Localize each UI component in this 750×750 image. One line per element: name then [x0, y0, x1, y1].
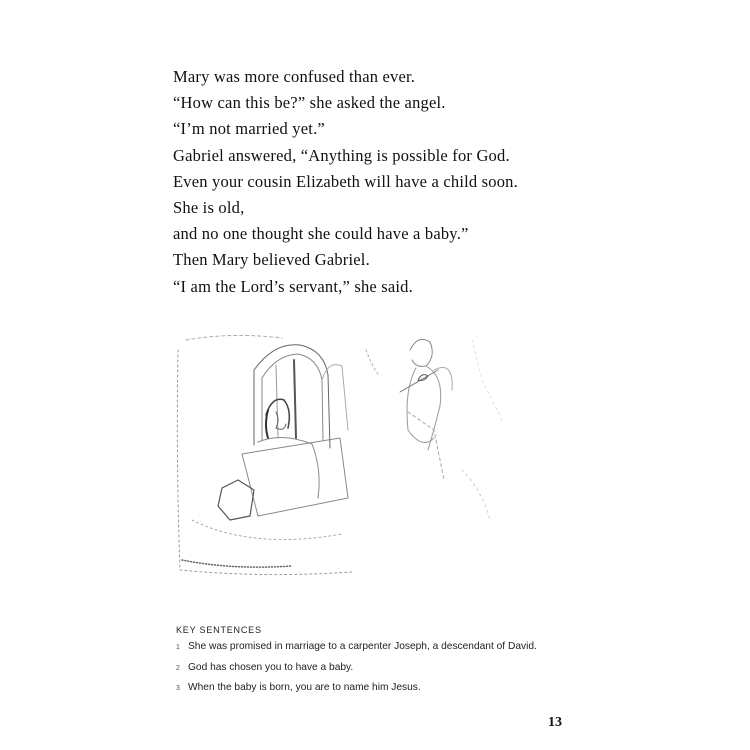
key-sentence-text: When the baby is born, you are to name him Jesus. [188, 682, 421, 693]
story-line: Mary was more confused than ever. [173, 67, 416, 86]
key-sentence-item [176, 641, 576, 654]
story-text [173, 64, 593, 300]
key-sentence-number: 1 [176, 644, 180, 651]
story-line: Even your cousin Elizabeth will have a child soon. [173, 171, 518, 191]
key-sentence-text: God has chosen you to have a baby. [188, 661, 354, 673]
story-line: She is old, [173, 198, 245, 218]
story-line: “I am the Lord’s servant,” she said. [173, 276, 413, 296]
story-line: “How can this be?” she asked the angel. [173, 93, 446, 113]
page-number: 13 [548, 715, 562, 730]
key-sentence-item [176, 662, 576, 675]
story-line: and no one thought she could have a baby.” [173, 224, 469, 244]
key-sentence-item [176, 682, 576, 695]
annunciation-illustration [172, 320, 524, 582]
key-sentence-text: She was promised in marriage to a carpenter Joseph, a descendant of David. [188, 641, 537, 652]
key-sentence-number: 3 [176, 685, 180, 692]
story-line: “I’m not married yet.” [173, 119, 325, 139]
key-sentences [176, 625, 576, 703]
key-sentences-heading: KEY SENTENCES [176, 625, 262, 635]
story-line: Then Mary believed Gabriel. [173, 250, 370, 270]
story-line: Gabriel answered, “Anything is possible for God. [173, 145, 510, 165]
key-sentence-number: 2 [176, 664, 180, 672]
